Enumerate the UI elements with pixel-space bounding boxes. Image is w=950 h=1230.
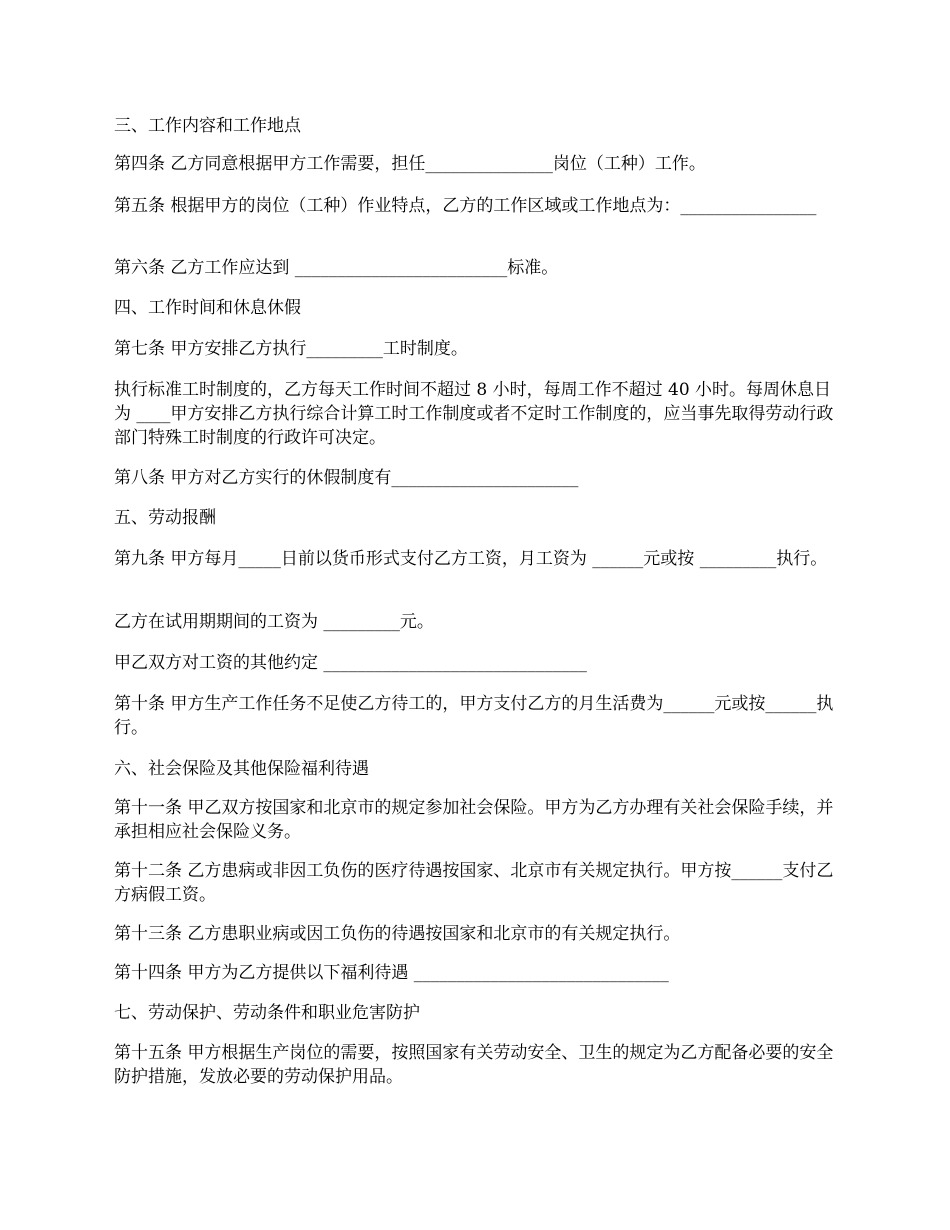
section-heading-6: 六、社会保险及其他保险福利待遇 [114, 759, 369, 779]
section-heading-3: 三、工作内容和工作地点 [114, 116, 301, 136]
probation-salary-paragraph: 乙方在试用期期间的工资为 _________元。 [114, 612, 434, 632]
article-5: 第五条 根据甲方的岗位（工种）作业特点，乙方的工作区域或工作地点为：________________ [114, 196, 817, 216]
standard-hours-paragraph: 执行标准工时制度的，乙方每天工作时间不超过 8 小时，每周工作不超过 40 小时。每周休息日为 ____甲方安排乙方执行综合计算工时工作制度或者不定时工作制度的，应当事先取得劳动行政部门特殊工时制度的行政许可决定。 [114, 380, 834, 448]
article-9: 第九条 甲方每月_____日前以货币形式支付乙方工资，月工资为 ______元或按 _________执行。 [114, 549, 828, 569]
article-4: 第四条 乙方同意根据甲方工作需要，担任_______________岗位（工种）工作。 [114, 154, 706, 174]
article-12: 第十二条 乙方患病或非因工负伤的医疗待遇按国家、北京市有关规定执行。甲方按______支付乙方病假工资。 [114, 861, 834, 905]
article-8: 第八条 甲方对乙方实行的休假制度有______________________ [114, 468, 579, 488]
other-salary-agreement: 甲乙双方对工资的其他约定 _______________________________ [114, 653, 587, 673]
section-heading-4: 四、工作时间和休息休假 [114, 298, 301, 318]
article-14: 第十四条 甲方为乙方提供以下福利待遇 ______________________________ [114, 963, 669, 983]
article-15: 第十五条 甲方根据生产岗位的需要，按照国家有关劳动安全、卫生的规定为乙方配备必要的安全防护措施，发放必要的劳动保护用品。 [114, 1043, 834, 1087]
article-10: 第十条 甲方生产工作任务不足使乙方待工的，甲方支付乙方的月生活费为______元或按______执行。 [114, 694, 834, 738]
article-11: 第十一条 甲乙双方按国家和北京市的规定参加社会保险。甲方为乙方办理有关社会保险手续，并承担相应社会保险义务。 [114, 798, 834, 842]
article-13: 第十三条 乙方患职业病或因工负伤的待遇按国家和北京市的有关规定执行。 [114, 924, 681, 944]
section-heading-5: 五、劳动报酬 [114, 508, 216, 528]
article-6: 第六条 乙方工作应达到 _________________________标准。 [114, 258, 559, 278]
article-7: 第七条 甲方安排乙方执行_________工时制度。 [114, 339, 468, 359]
section-heading-7: 七、劳动保护、劳动条件和职业危害防护 [114, 1003, 420, 1023]
